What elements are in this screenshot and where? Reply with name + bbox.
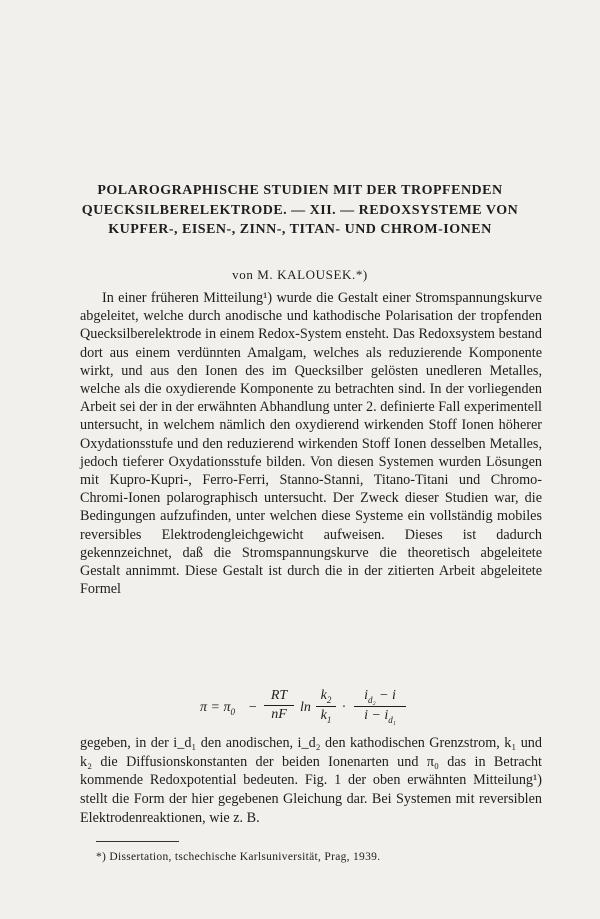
paragraph-1: In einer früheren Mitteilung¹) wurde die Gestalt einer Stromspannungskurve abgeleitet, welche durch anodische und kathodische Polarisation der tropfenden Quecksilberelektrode in einem Redox-System ensteht. Das Redoxsystem bestand dort aus einem verdünnten Amalgam, welches als reduzierende Komponente wirkt, und aus den Ionen des im Quecksilber gelösten unedleren Metalles, welche als die oxydierende Komponente zu betrachten sind. In der vorliegenden Arbeit sei der in der erwähnten Abhandlung unter 2. definierte Fall experimentell untersucht, in welchem nämlich den oxydierend wirkenden Stoff Ionen höherer Oxydationsstufe und den reduzierend wirkenden Stoff Ionen desselben Metalles, jedoch tieferer Oxydationsstufe bilden. Von diesen Systemen wurden Lösungen mit Kupro-Kupri-, Ferro-Ferri, Stanno-Stanni, Titano-Titani und Chromo-Chromi-Ionen polarographisch untersucht. Der Zweck dieser Studien war, die Bedingungen aufzufinden, unter welchen diese Systeme ein vollständig mobiles reversibles Elektrodengleichgewicht aufweisen. Dieses ist dadurch gekennzeichnet, daß die Stromspannungskurve die theoretisch abgeleitete Gestalt annimmt. Diese Gestalt ist durch die in der zitierten Arbeit abgeleitete Formel xyxy=(80,290,542,598)
paper-title xyxy=(60,181,540,240)
title-line-2: QUECKSILBERELEKTRODE. — XII. — REDOXSYSTEME VON xyxy=(81,202,519,218)
formula-minus: − xyxy=(248,700,258,715)
formula-k-fraction: $k_2$ $k_1$ xyxy=(316,688,336,725)
formula-dot: · xyxy=(342,700,346,715)
formula-rt-fraction: RT nF xyxy=(264,688,294,723)
body-text-1 xyxy=(80,289,542,598)
formula-lhs: $\pi = \pi_0$ xyxy=(200,700,235,717)
footnote: *) Dissertation, tschechische Karlsuniversität, Prag, 1939. xyxy=(96,851,381,863)
title-line-3: KUPFER-, EISEN-, ZINN-, TITAN- UND CHROM-IONEN xyxy=(108,222,492,237)
body-text-2: gegeben, in der i_d₁ den anodischen, i_d₂ den kathodischen Grenzstrom, k₁ und k₂ die Diffusionskonstanten der beiden Ionenarten und π₀ das in Betracht kommende Redoxpotential bedeuten. Fig. 1 der oben erwähnten Mitteilung¹) stellt die Form der hier gegebenen Gleichung dar. Bei Systemen mit reversiblen Elektrodenreaktionen, wie z. B. xyxy=(80,735,542,826)
author-byline: von M. KALOUSEK.*) xyxy=(232,267,368,282)
footnote-rule xyxy=(96,841,179,842)
formula-i-fraction: $i_{d_2} - i$ $i - i_{d_1}$ xyxy=(354,688,406,725)
redox-formula xyxy=(200,686,440,732)
formula-ln: ln xyxy=(300,700,311,715)
title-line-1: POLAROGRAPHISCHE STUDIEN MIT DER TROPFENDEN xyxy=(97,183,503,198)
